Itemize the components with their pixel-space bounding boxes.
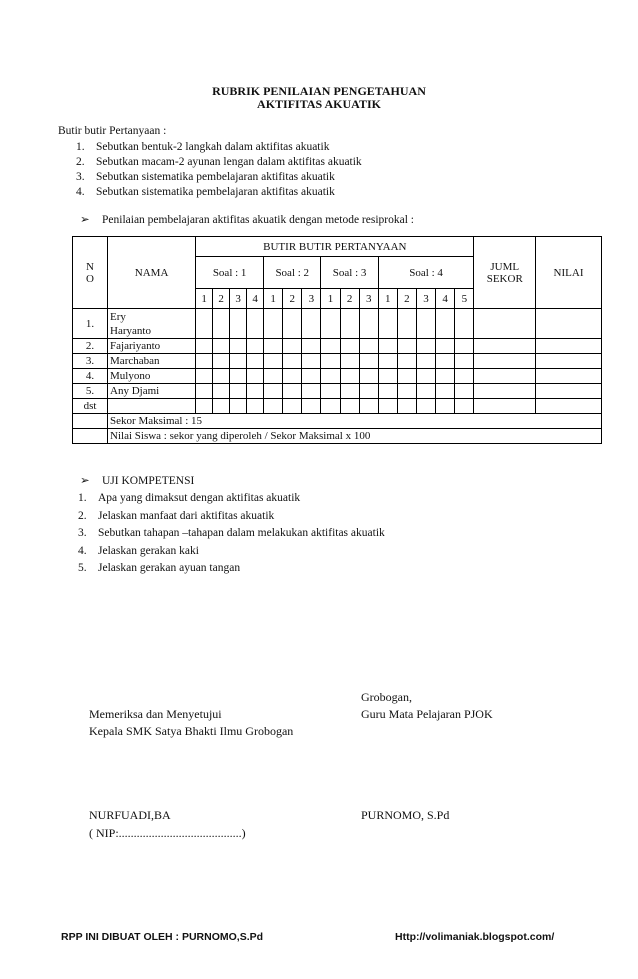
blank-cell bbox=[73, 414, 108, 429]
row-name: Fajariyanto bbox=[108, 339, 196, 354]
score-cell bbox=[416, 384, 435, 399]
blank-cell bbox=[73, 429, 108, 444]
score-cell bbox=[196, 384, 213, 399]
score-cell bbox=[230, 354, 247, 369]
score-cell bbox=[213, 369, 230, 384]
row-number: 1. bbox=[73, 309, 108, 339]
score-cell bbox=[536, 384, 602, 399]
uji-text: Jelaskan gerakan kaki bbox=[98, 544, 199, 557]
score-cell bbox=[213, 384, 230, 399]
score-cell bbox=[321, 339, 340, 354]
table-row bbox=[73, 309, 602, 339]
score-cell bbox=[455, 309, 474, 339]
score-cell bbox=[397, 339, 416, 354]
header-soal: Soal : 2 bbox=[264, 257, 321, 289]
score-cell bbox=[247, 354, 264, 369]
footer-url: Http://volimaniak.blogspot.com/ bbox=[395, 931, 555, 943]
score-cell bbox=[213, 354, 230, 369]
question-number: 2. bbox=[76, 156, 85, 168]
score-cell bbox=[302, 339, 321, 354]
score-cell bbox=[196, 399, 213, 414]
arrow-bullet-icon: ➢ bbox=[80, 475, 90, 487]
score-cell bbox=[416, 369, 435, 384]
score-cell bbox=[196, 369, 213, 384]
question-text: Sebutkan sistematika pembelajaran aktifitas akuatik bbox=[96, 186, 335, 198]
score-cell bbox=[455, 339, 474, 354]
score-cell bbox=[474, 354, 536, 369]
score-cell bbox=[264, 339, 283, 354]
header-sub: 4 bbox=[436, 289, 455, 309]
uji-number: 2. bbox=[78, 509, 87, 522]
uji-item bbox=[78, 545, 199, 557]
score-cell bbox=[340, 339, 359, 354]
header-name: NAMA bbox=[108, 237, 196, 309]
score-cell bbox=[378, 399, 397, 414]
skor-maks-row-text: Sekor Maksimal : 15 bbox=[108, 414, 602, 429]
question-item bbox=[76, 171, 335, 183]
score-cell bbox=[416, 399, 435, 414]
score-cell bbox=[230, 339, 247, 354]
header-soal: Soal : 1 bbox=[196, 257, 264, 289]
score-cell bbox=[321, 384, 340, 399]
score-cell bbox=[397, 309, 416, 339]
question-item bbox=[76, 186, 335, 198]
uji-heading bbox=[80, 473, 194, 487]
score-cell bbox=[264, 354, 283, 369]
uji-item bbox=[78, 510, 274, 522]
score-cell bbox=[247, 384, 264, 399]
row-name: Any Djami bbox=[108, 384, 196, 399]
score-cell bbox=[283, 339, 302, 354]
score-cell bbox=[455, 369, 474, 384]
score-cell bbox=[436, 339, 455, 354]
header-sub: 1 bbox=[196, 289, 213, 309]
score-cell bbox=[230, 399, 247, 414]
score-cell bbox=[230, 309, 247, 339]
score-cell bbox=[340, 354, 359, 369]
signature-left-nip: ( NIP:.........................................) bbox=[89, 826, 246, 840]
uji-item bbox=[78, 527, 385, 539]
score-cell bbox=[283, 369, 302, 384]
score-cell bbox=[264, 384, 283, 399]
question-number: 1. bbox=[76, 141, 85, 153]
score-cell bbox=[321, 354, 340, 369]
table-row bbox=[73, 339, 602, 354]
header-sub: 2 bbox=[397, 289, 416, 309]
score-cell bbox=[416, 309, 435, 339]
header-sub: 2 bbox=[283, 289, 302, 309]
score-cell bbox=[397, 369, 416, 384]
header-sub: 4 bbox=[247, 289, 264, 309]
row-number: dst bbox=[73, 399, 108, 414]
score-cell bbox=[340, 369, 359, 384]
score-cell bbox=[416, 339, 435, 354]
header-nilai: NILAI bbox=[536, 237, 602, 309]
score-cell bbox=[247, 399, 264, 414]
question-number: 3. bbox=[76, 171, 85, 183]
score-cell bbox=[536, 339, 602, 354]
score-cell bbox=[378, 339, 397, 354]
score-cell bbox=[264, 309, 283, 339]
assessment-line bbox=[80, 212, 414, 226]
table-row bbox=[73, 399, 602, 414]
header-no: N O bbox=[73, 237, 108, 309]
score-cell bbox=[340, 384, 359, 399]
row-name: Marchaban bbox=[108, 354, 196, 369]
score-cell bbox=[196, 339, 213, 354]
uji-item bbox=[78, 492, 300, 504]
uji-item bbox=[78, 562, 240, 574]
row-name: Ery Haryanto bbox=[108, 309, 196, 339]
uji-text: Apa yang dimaksut dengan aktifitas akuatik bbox=[98, 492, 301, 504]
score-cell bbox=[230, 369, 247, 384]
document-subtitle: AKTIFITAS AKUATIK bbox=[257, 97, 381, 111]
score-cell bbox=[302, 369, 321, 384]
header-soal: Soal : 4 bbox=[378, 257, 474, 289]
question-text: Sebutkan bentuk-2 langkah dalam aktifitas akuatik bbox=[96, 141, 330, 153]
question-text: Sebutkan macam-2 ayunan lengan dalam aktifitas akuatik bbox=[96, 156, 362, 168]
table-row bbox=[73, 384, 602, 399]
score-cell bbox=[536, 309, 602, 339]
uji-number: 4. bbox=[78, 544, 87, 557]
score-cell bbox=[340, 399, 359, 414]
row-number: 3. bbox=[73, 354, 108, 369]
row-number: 5. bbox=[73, 384, 108, 399]
row-name: Mulyono bbox=[108, 369, 196, 384]
nilai-siswa-row bbox=[73, 429, 602, 444]
score-cell bbox=[436, 354, 455, 369]
score-cell bbox=[247, 339, 264, 354]
signature-right-line1: Guru Mata Pelajaran PJOK bbox=[361, 707, 493, 721]
score-cell bbox=[474, 399, 536, 414]
row-number: 2. bbox=[73, 339, 108, 354]
score-cell bbox=[302, 384, 321, 399]
score-cell bbox=[536, 354, 602, 369]
score-cell bbox=[213, 309, 230, 339]
score-cell bbox=[321, 369, 340, 384]
score-cell bbox=[359, 369, 378, 384]
score-cell bbox=[264, 399, 283, 414]
table-row bbox=[73, 369, 602, 384]
score-cell bbox=[196, 354, 213, 369]
signature-left-name: NURFUADI,BA bbox=[89, 808, 171, 822]
score-cell bbox=[196, 309, 213, 339]
score-cell bbox=[230, 384, 247, 399]
score-cell bbox=[378, 309, 397, 339]
uji-text: Jelaskan manfaat dari aktifitas akuatik bbox=[98, 509, 275, 522]
score-cell bbox=[436, 399, 455, 414]
score-cell bbox=[213, 339, 230, 354]
score-cell bbox=[359, 309, 378, 339]
score-cell bbox=[397, 384, 416, 399]
question-number: 4. bbox=[76, 186, 85, 198]
score-cell bbox=[302, 354, 321, 369]
header-soal: Soal : 3 bbox=[321, 257, 378, 289]
header-sub: 5 bbox=[455, 289, 474, 309]
assessment-text: Penilaian pembelajaran aktifitas akuatik dengan metode resiprokal : bbox=[102, 214, 414, 226]
score-cell bbox=[474, 369, 536, 384]
uji-heading-text: UJI KOMPETENSI bbox=[102, 475, 195, 487]
question-text: Sebutkan sistematika pembelajaran aktifitas akuatik bbox=[96, 171, 335, 183]
uji-text: Sebutkan tahapan –tahapan dalam melakukan aktifitas akuatik bbox=[98, 527, 385, 539]
table-row bbox=[73, 354, 602, 369]
rubric-table bbox=[72, 236, 602, 444]
arrow-bullet-icon: ➢ bbox=[80, 214, 90, 226]
uji-number: 1. bbox=[78, 492, 87, 504]
score-cell bbox=[321, 309, 340, 339]
uji-number: 3. bbox=[78, 527, 87, 539]
score-cell bbox=[474, 339, 536, 354]
score-cell bbox=[213, 399, 230, 414]
signature-left-line1: Memeriksa dan Menyetujui bbox=[89, 707, 222, 721]
score-cell bbox=[474, 384, 536, 399]
score-cell bbox=[321, 399, 340, 414]
score-cell bbox=[302, 399, 321, 414]
header-jumlah: JUML SEKOR bbox=[474, 237, 536, 309]
score-cell bbox=[283, 399, 302, 414]
score-cell bbox=[455, 384, 474, 399]
score-cell bbox=[436, 384, 455, 399]
header-sub: 1 bbox=[264, 289, 283, 309]
questions-intro: Butir butir Pertanyaan : bbox=[58, 125, 167, 137]
nilai-siswa-row-text: Nilai Siswa : sekor yang diperoleh / Sekor Maksimal x 100 bbox=[108, 429, 602, 444]
score-cell bbox=[455, 399, 474, 414]
header-group: BUTIR BUTIR PERTANYAAN bbox=[196, 237, 474, 257]
table-header-row bbox=[73, 237, 602, 257]
score-cell bbox=[283, 354, 302, 369]
score-cell bbox=[378, 354, 397, 369]
score-cell bbox=[283, 384, 302, 399]
score-cell bbox=[455, 354, 474, 369]
question-item bbox=[76, 156, 362, 168]
row-name bbox=[108, 399, 196, 414]
score-cell bbox=[359, 354, 378, 369]
score-cell bbox=[247, 369, 264, 384]
score-cell bbox=[436, 369, 455, 384]
header-sub: 3 bbox=[416, 289, 435, 309]
signature-place: Grobogan, bbox=[361, 690, 412, 704]
score-cell bbox=[474, 309, 536, 339]
score-cell bbox=[247, 309, 264, 339]
score-cell bbox=[264, 369, 283, 384]
header-sub: 3 bbox=[359, 289, 378, 309]
document-title: RUBRIK PENILAIAN PENGETAHUAN bbox=[212, 84, 426, 98]
score-cell bbox=[397, 399, 416, 414]
uji-text: Jelaskan gerakan ayuan tangan bbox=[98, 562, 241, 574]
skor-maks-row bbox=[73, 414, 602, 429]
score-cell bbox=[359, 339, 378, 354]
score-cell bbox=[359, 384, 378, 399]
score-cell bbox=[359, 399, 378, 414]
signature-right-name: PURNOMO, S.Pd bbox=[361, 808, 450, 822]
header-sub: 1 bbox=[378, 289, 397, 309]
question-item bbox=[76, 141, 329, 153]
score-cell bbox=[340, 309, 359, 339]
header-sub: 2 bbox=[213, 289, 230, 309]
header-sub: 2 bbox=[340, 289, 359, 309]
score-cell bbox=[378, 369, 397, 384]
score-cell bbox=[378, 384, 397, 399]
uji-number: 5. bbox=[78, 562, 87, 574]
header-sub: 1 bbox=[321, 289, 340, 309]
signature-left-line2: Kepala SMK Satya Bhakti Ilmu Grobogan bbox=[89, 724, 294, 738]
score-cell bbox=[302, 309, 321, 339]
score-cell bbox=[283, 309, 302, 339]
score-cell bbox=[536, 399, 602, 414]
score-cell bbox=[397, 354, 416, 369]
row-number: 4. bbox=[73, 369, 108, 384]
score-cell bbox=[436, 309, 455, 339]
footer-author: RPP INI DIBUAT OLEH : PURNOMO,S.Pd bbox=[61, 931, 264, 943]
score-cell bbox=[536, 369, 602, 384]
header-sub: 3 bbox=[230, 289, 247, 309]
score-cell bbox=[416, 354, 435, 369]
header-sub: 3 bbox=[302, 289, 321, 309]
